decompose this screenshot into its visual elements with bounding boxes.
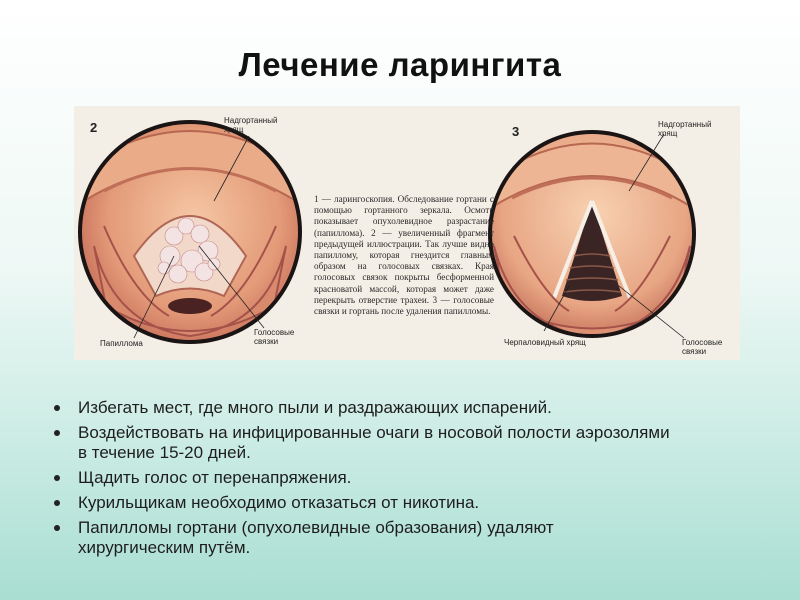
label-epiglottis-right: Надгортанный хрящ xyxy=(658,120,712,138)
slide-title: Лечение ларингита xyxy=(238,46,562,83)
figure-caption: 1 — ларингоскопия. Обследование гортани с помощью гортанного зеркала. Осмотр показывает опухолевидное разрастание (папиллома). 2 — увеличенный фрагмент предыдущей иллюстрации. Так лучше видно папиллому, которая гнездится главным образом на голосовых связках. Края голосовых связок покрыты бесформенной красноватой массой, которая может даже перекрыть отверстие трахеи. 3 — голосовые связки и гортань после удаления папилломы. xyxy=(314,194,494,317)
bullet-item: Воздействовать на инфицированные очаги в носовой полости аэрозолями в течение 15-20 дней. xyxy=(50,423,670,463)
bullet-item: Избегать мест, где много пыли и раздражающих испарений. xyxy=(50,398,670,418)
label-epiglottis-left: Надгортанный хрящ xyxy=(224,116,278,134)
treatment-bullet-list xyxy=(50,398,670,563)
label-papilloma: Папиллома xyxy=(100,339,143,348)
larynx-with-papilloma-illustration xyxy=(74,106,314,360)
bullet-item: Курильщикам необходимо отказаться от никотина. xyxy=(50,493,670,513)
bullet-item: Папилломы гортани (опухолевидные образования) удаляют хирургическим путём. xyxy=(50,518,670,558)
label-vocal-cords-left: Голосовые связки xyxy=(254,328,295,346)
bullet-item: Щадить голос от перенапряжения. xyxy=(50,468,670,488)
larynx-after-removal-illustration xyxy=(484,126,704,346)
label-vocal-cords-right: Голосовые связки xyxy=(682,338,723,356)
figure-number-2: 2 xyxy=(90,120,98,135)
figure-number-3: 3 xyxy=(512,124,520,139)
laryngoscopy-figure xyxy=(74,106,740,360)
label-arytenoid-cartilage: Черпаловидный хрящ xyxy=(504,338,586,347)
